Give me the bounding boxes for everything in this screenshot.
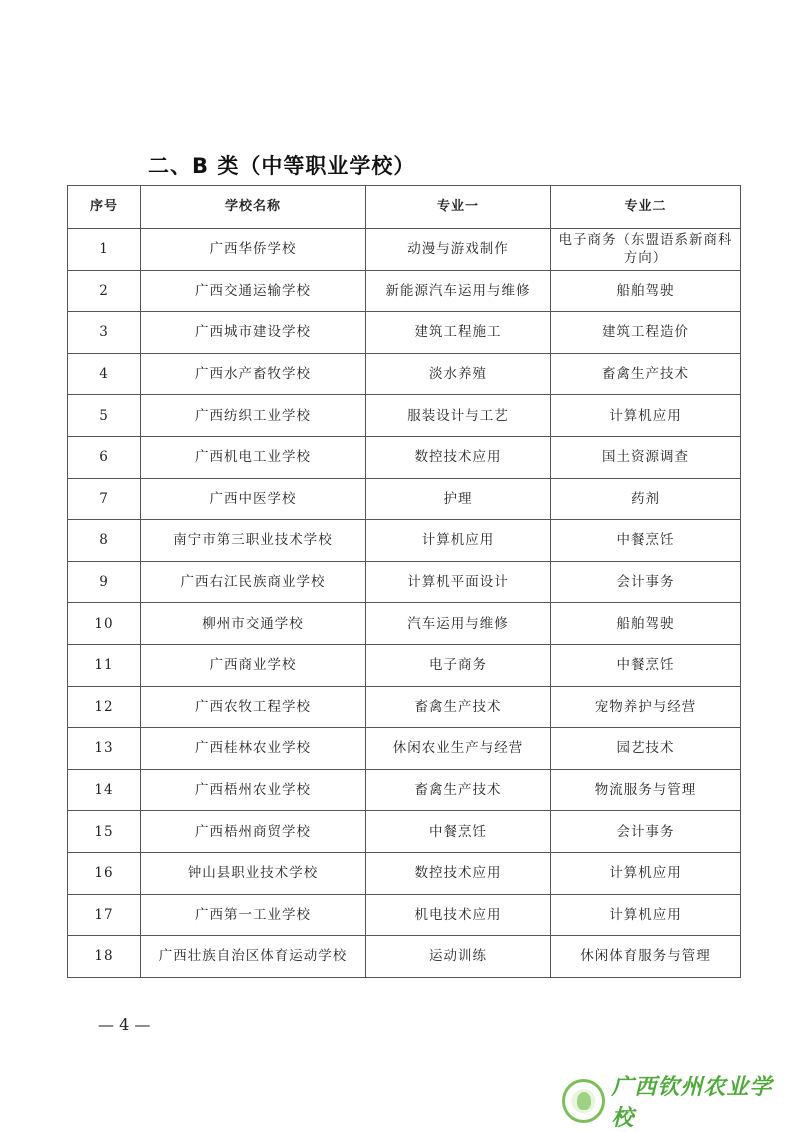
table-row [68,312,741,354]
cell-index: 5 [68,395,141,437]
cell-major-one: 运动训练 [366,936,551,978]
table-row [68,644,741,686]
cell-major-two: 园艺技术 [551,728,741,770]
page-number: — 4 — [98,1015,151,1034]
school-seal-icon [562,1079,605,1123]
table-row [68,520,741,562]
watermark [562,1075,792,1131]
cell-index: 15 [68,811,141,853]
table-row [68,436,741,478]
table-row [68,478,741,520]
cell-major-one: 汽车运用与维修 [366,603,551,645]
cell-school-name: 广西梧州农业学校 [141,769,366,811]
cell-major-one: 电子商务 [366,644,551,686]
cell-school-name: 广西水产畜牧学校 [141,353,366,395]
cell-school-name: 广西机电工业学校 [141,436,366,478]
table-row [68,811,741,853]
cell-major-two: 中餐烹饪 [551,520,741,562]
watermark-text: 广西钦州农业学校 [611,1075,773,1131]
cell-major-one: 畜禽生产技术 [366,686,551,728]
cell-school-name: 广西右江民族商业学校 [141,561,366,603]
cell-school-name: 广西桂林农业学校 [141,728,366,770]
cell-major-one: 淡水养殖 [366,353,551,395]
cell-major-two: 药剂 [551,478,741,520]
cell-major-one: 中餐烹饪 [366,811,551,853]
table-row [68,728,741,770]
table-row [68,936,741,978]
header-school-name: 学校名称 [141,186,366,229]
cell-index: 3 [68,312,141,354]
cell-index: 2 [68,270,141,312]
cell-major-two: 计算机应用 [551,395,741,437]
cell-index: 4 [68,353,141,395]
cell-major-two: 物流服务与管理 [551,769,741,811]
cell-school-name: 广西纺织工业学校 [141,395,366,437]
cell-major-one: 畜禽生产技术 [366,769,551,811]
cell-school-name: 广西交通运输学校 [141,270,366,312]
cell-school-name: 钟山县职业技术学校 [141,852,366,894]
table-row [68,852,741,894]
cell-major-one: 休闲农业生产与经营 [366,728,551,770]
cell-major-one: 数控技术应用 [366,852,551,894]
cell-school-name: 广西壮族自治区体育运动学校 [141,936,366,978]
cell-major-one: 动漫与游戏制作 [366,229,551,271]
cell-index: 16 [68,852,141,894]
section-title: 二、B 类（中等职业学校） [148,154,416,178]
cell-major-one: 建筑工程施工 [366,312,551,354]
table-row [68,769,741,811]
cell-school-name: 广西第一工业学校 [141,894,366,936]
cell-index: 18 [68,936,141,978]
cell-index: 8 [68,520,141,562]
cell-major-two: 计算机应用 [551,852,741,894]
cell-school-name: 广西梧州商贸学校 [141,811,366,853]
cell-major-two: 船舶驾驶 [551,270,741,312]
cell-index: 9 [68,561,141,603]
cell-major-two: 会计事务 [551,811,741,853]
cell-major-one: 护理 [366,478,551,520]
cell-major-two: 中餐烹饪 [551,644,741,686]
cell-school-name: 广西农牧工程学校 [141,686,366,728]
cell-major-two: 宠物养护与经营 [551,686,741,728]
cell-major-two: 计算机应用 [551,894,741,936]
table-row [68,603,741,645]
header-major-two: 专业二 [551,186,741,229]
table-header-row [68,186,741,229]
cell-major-one: 服装设计与工艺 [366,395,551,437]
table-row [68,561,741,603]
cell-index: 7 [68,478,141,520]
table-row [68,395,741,437]
cell-major-two: 船舶驾驶 [551,603,741,645]
cell-index: 14 [68,769,141,811]
header-index: 序号 [68,186,141,229]
cell-index: 17 [68,894,141,936]
cell-school-name: 广西城市建设学校 [141,312,366,354]
cell-major-two: 会计事务 [551,561,741,603]
cell-school-name: 广西商业学校 [141,644,366,686]
schools-table [67,185,741,978]
cell-major-two: 畜禽生产技术 [551,353,741,395]
cell-index: 6 [68,436,141,478]
table-row [68,270,741,312]
cell-school-name: 柳州市交通学校 [141,603,366,645]
cell-major-two: 休闲体育服务与管理 [551,936,741,978]
cell-major-one: 机电技术应用 [366,894,551,936]
table-row [68,686,741,728]
cell-school-name: 南宁市第三职业技术学校 [141,520,366,562]
cell-index: 11 [68,644,141,686]
cell-major-two: 建筑工程造价 [551,312,741,354]
cell-major-one: 新能源汽车运用与维修 [366,270,551,312]
table-row [68,229,741,271]
header-major-one: 专业一 [366,186,551,229]
table-row [68,353,741,395]
cell-school-name: 广西中医学校 [141,478,366,520]
cell-school-name: 广西华侨学校 [141,229,366,271]
cell-index: 13 [68,728,141,770]
cell-index: 12 [68,686,141,728]
cell-index: 10 [68,603,141,645]
cell-index: 1 [68,229,141,271]
cell-major-two: 国土资源调查 [551,436,741,478]
cell-major-one: 数控技术应用 [366,436,551,478]
cell-major-one: 计算机平面设计 [366,561,551,603]
cell-major-one: 计算机应用 [366,520,551,562]
table-row [68,894,741,936]
cell-major-two: 电子商务（东盟语系新商科方向） [551,229,741,271]
